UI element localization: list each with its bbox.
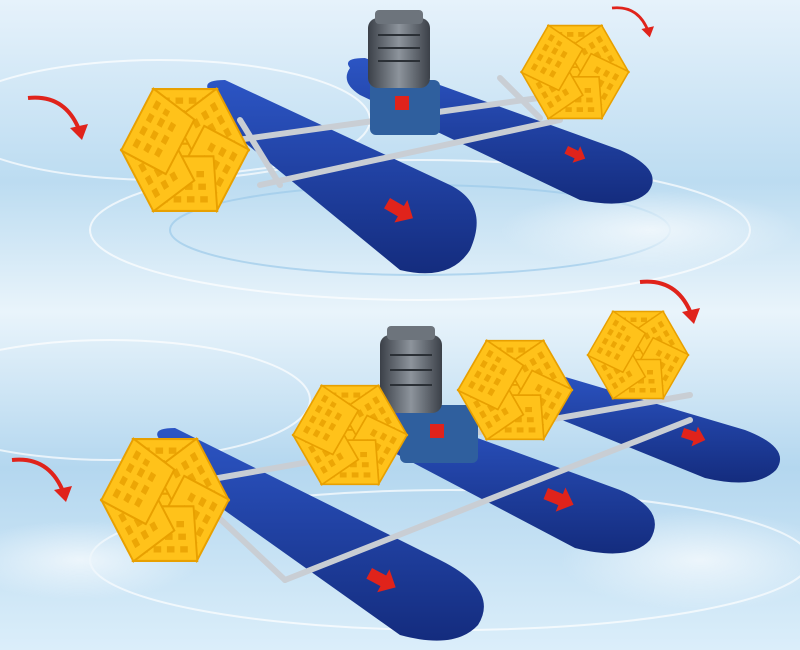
rotation-arrow-icon (612, 8, 654, 38)
rotation-arrow-icon (12, 460, 72, 502)
gearbox (400, 405, 478, 463)
rotation-arrow-icon (28, 98, 88, 140)
gearbox (370, 80, 440, 135)
paddle-wheel (521, 25, 629, 119)
paddle-wheel (588, 311, 689, 399)
motor (380, 326, 442, 413)
motor (368, 10, 430, 88)
